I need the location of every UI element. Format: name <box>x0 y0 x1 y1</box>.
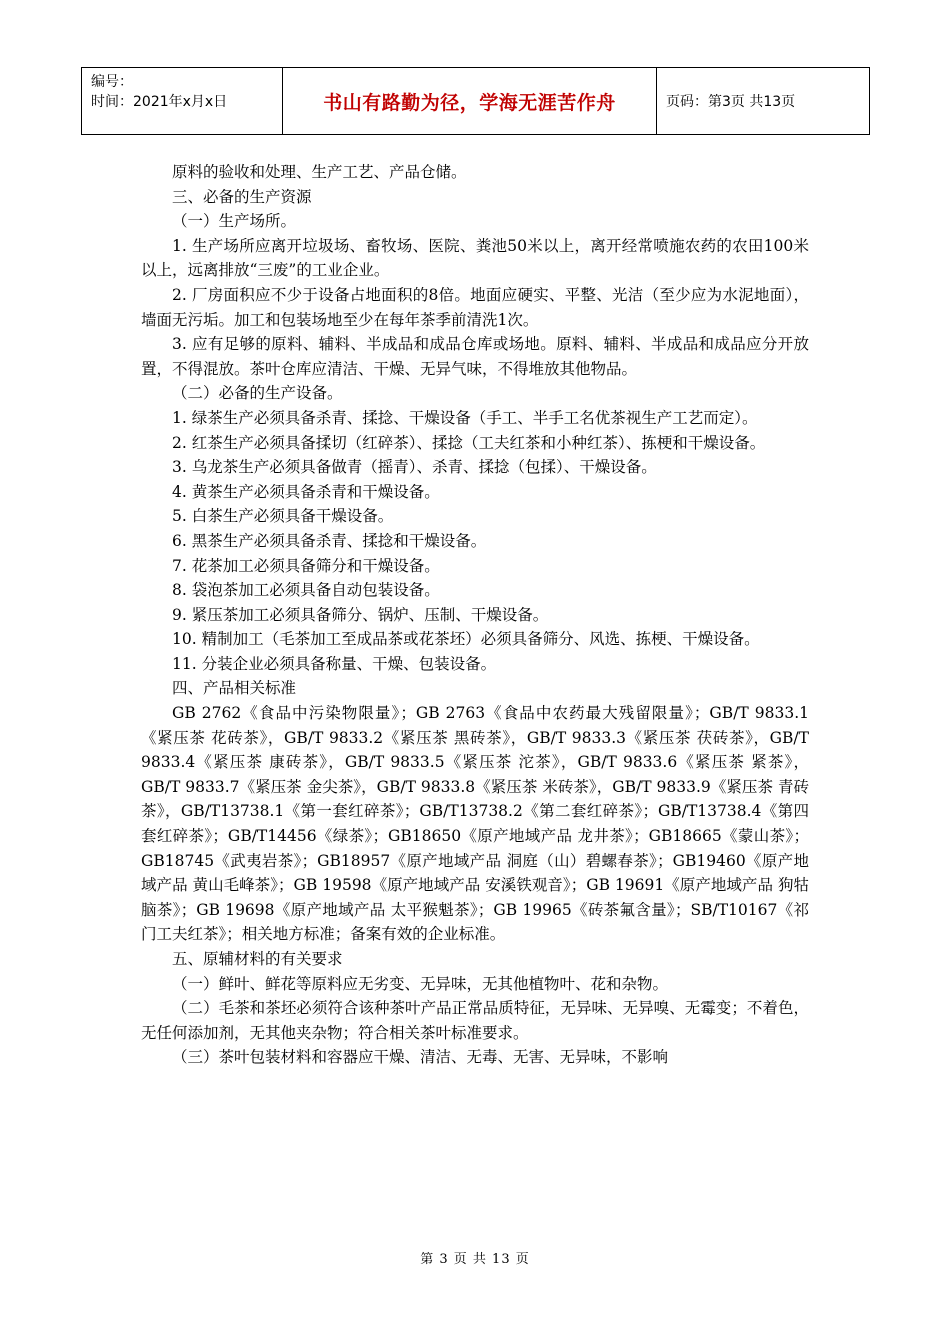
header-motto: 书山有路勤为径，学海无涯苦作舟 <box>283 68 657 134</box>
paragraph: （三）茶叶包装材料和容器应干燥、清洁、无毒、无害、无异味，不影响 <box>172 1048 669 1067</box>
paragraph: （一）鲜叶、鲜花等原料应无劣变、无异味，无其他植物叶、花和杂物。 <box>172 974 669 993</box>
paragraph: （二）毛茶和茶坯必须符合该种茶叶产品正常品质特征，无异味、无异嗅、无霉变；不着色，无任何添加剂，无其他夹杂物；符合相关茶叶标准要求。 <box>141 999 809 1042</box>
document-time-label: 时间：2021年x月x日 <box>91 94 228 110</box>
list-item: 11. 分装企业必须具备称量、干燥、包装设备。 <box>172 654 497 673</box>
document-number-label: 编号： <box>91 74 133 90</box>
subsection-heading: （二）必备的生产设备。 <box>172 384 343 403</box>
list-item: 1. 生产场所应离开垃圾场、畜牧场、医院、粪池50米以上，离开经常喷施农药的农田100米以上，远离排放“三废”的工业企业。 <box>141 236 809 280</box>
page-footer: 第 3 页 共 13 页 <box>420 1252 530 1267</box>
header-meta <box>82 68 283 134</box>
section-heading: 四、产品相关标准 <box>172 679 297 698</box>
section-heading: 三、必备的生产资源 <box>172 187 312 206</box>
list-item: 10. 精制加工（毛茶加工至成品茶或花茶坯）必须具备筛分、风选、拣梗、干燥设备。 <box>172 630 760 649</box>
section-heading: 五、原辅材料的有关要求 <box>172 950 343 968</box>
list-item: 5. 白茶生产必须具备干燥设备。 <box>172 507 394 526</box>
list-item: 8. 袋泡茶加工必须具备自动包装设备。 <box>172 581 440 600</box>
list-item: 9. 紧压茶加工必须具备筛分、锅炉、压制、干燥设备。 <box>172 605 549 624</box>
document-body <box>141 160 809 1070</box>
list-item: 3. 应有足够的原料、辅料、半成品和成品仓库或场地。原料、辅料、半成品和成品应分开放置，不得混放。茶叶仓库应清洁、干燥、无异气味，不得堆放其他物品。 <box>141 335 809 378</box>
header-page-label: 页码：第3页 共13页 <box>666 94 796 110</box>
list-item: 4. 黄茶生产必须具备杀青和干燥设备。 <box>172 482 440 501</box>
list-item: 6. 黑茶生产必须具备杀青、揉捻和干燥设备。 <box>172 531 487 550</box>
page-header <box>81 67 870 135</box>
subsection-heading: （一）生产场所。 <box>172 212 297 231</box>
list-item: 1. 绿茶生产必须具备杀青、揉捻、干燥设备（手工、半手工名优茶视生产工艺而定）。 <box>172 408 758 427</box>
list-item: 7. 花茶加工必须具备筛分和干燥设备。 <box>172 556 440 575</box>
list-item: 3. 乌龙茶生产必须具备做青（摇青）、杀青、揉捻（包揉）、干燥设备。 <box>172 458 657 477</box>
list-item: 2. 厂房面积应不少于设备占地面积的8倍。地面应硬实、平整、光洁（至少应为水泥地面），墙面无污垢。加工和包装场地至少在每年茶季前清洗1次。 <box>141 285 809 329</box>
standards-paragraph: GB 2762《食品中污染物限量》；GB 2763《食品中农药最大残留限量》；GB/T 9833.1《紧压茶 花砖茶》，GB/T 9833.2《紧压茶 黑砖茶》，GB/T 9833.3《紧压茶 茯砖茶》，GB/T 9833.4《紧压茶 康砖茶》，GB/T 9833.5《紧压茶 沱茶》，GB/T 9833.6《紧压茶 紧茶》，GB/T 9833.7《紧压茶 金尖茶》，GB/T 9833.8《紧压茶 米砖茶》，GB/T 9833.9《紧压茶 青砖茶》，GB/T13738.1《第一套红碎茶》；GB/T13738.2《第二套红碎茶》；GB/T13738.4《第四套红碎茶》；GB/T14456《绿茶》；GB18650《原产地域产品 龙井茶》；GB18665《蒙山茶》；GB18745《武夷岩茶》；GB18957《原产地域产品 洞庭（山）碧螺春茶》；GB19460《原产地域产品 黄山毛峰茶》；GB 19598《原产地域产品 安溪铁观音》；GB 19691《原产地域产品 狗牯脑茶》；GB 19698《原产地域产品 太平猴魁茶》；GB 19965《砖茶氟含量》；SB/T10167《祁门工夫红茶》；相关地方标准；备案有效的企业标准。 <box>141 704 809 944</box>
paragraph: 原料的验收和处理、生产工艺、产品仓储。 <box>172 163 467 181</box>
list-item: 2. 红茶生产必须具备揉切（红碎茶）、揉捻（工夫红茶和小种红茶）、拣梗和干燥设备。 <box>172 433 766 452</box>
